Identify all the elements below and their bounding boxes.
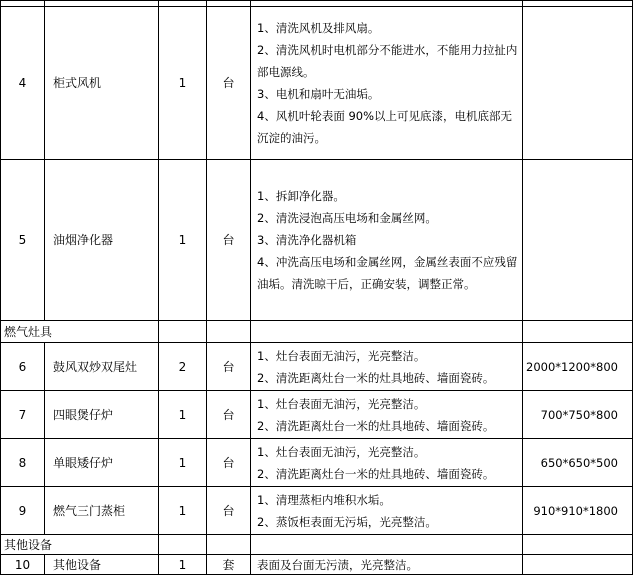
cleaning-requirements (251, 343, 523, 391)
row-number: 7 (1, 391, 45, 439)
requirement-line: 1、清理蒸柜内堆积水垢。 (257, 492, 391, 507)
requirement-line: 1、灶台表面无油污，光亮整洁。 (257, 444, 426, 459)
cleaning-requirements (251, 391, 523, 439)
requirement-line: 2、清洗距离灶台一米的灶具地砖、墙面瓷砖。 (257, 466, 495, 481)
quantity: 1 (159, 391, 207, 439)
row-number: 10 (1, 555, 45, 575)
equipment-name: 四眼煲仔炉 (45, 391, 159, 439)
specification: 700*750*800 (523, 391, 633, 439)
requirement-line: 4、风机叶轮表面 90%以上可见底漆，电机底部无沉淀的油污。 (257, 109, 513, 145)
quantity: 2 (159, 343, 207, 391)
quantity: 1 (159, 7, 207, 160)
requirement-line: 2、清洗风机时电机部分不能进水，不能用力拉扯内部电源线。 (257, 43, 518, 79)
requirement-line: 2、清洗距离灶台一米的灶具地砖、墙面瓷砖。 (257, 418, 495, 433)
equipment-name: 油烟净化器 (45, 160, 159, 321)
table-row (1, 487, 633, 535)
table-row (1, 343, 633, 391)
requirement-line: 4、冲洗高压电场和金属丝网，金属丝表面不应残留油垢。清洗晾干后，正确安装，调整正常。 (257, 255, 518, 291)
unit: 台 (207, 343, 251, 391)
specification (523, 555, 633, 575)
requirement-line: 2、清洗浸泡高压电场和金属丝网。 (257, 211, 437, 225)
row-number: 8 (1, 439, 45, 487)
cleaning-requirements (251, 439, 523, 487)
section-row-other (1, 535, 633, 555)
cleaning-requirements: 表面及台面无污渍，光亮整洁。 (251, 555, 523, 575)
section-row-gas (1, 321, 633, 343)
specification: 2000*1200*800 (523, 343, 633, 391)
section-title: 燃气灶具 (1, 321, 159, 343)
row-number: 5 (1, 160, 45, 321)
section-title: 其他设备 (1, 535, 159, 555)
equipment-name: 燃气三门蒸柜 (45, 487, 159, 535)
equipment-name: 单眼矮仔炉 (45, 439, 159, 487)
requirement-line: 3、电机和扇叶无油垢。 (257, 87, 380, 101)
equipment-name: 柜式风机 (45, 7, 159, 160)
table-row (1, 555, 633, 575)
unit: 台 (207, 391, 251, 439)
equipment-name: 其他设备 (45, 555, 159, 575)
quantity: 1 (159, 160, 207, 321)
specification: 910*910*1800 (523, 487, 633, 535)
requirement-line: 1、灶台表面无油污，光亮整洁。 (257, 396, 426, 411)
unit: 套 (207, 555, 251, 575)
cleaning-requirements (251, 7, 523, 160)
unit: 台 (207, 160, 251, 321)
requirement-line: 3、清洗净化器机箱 (257, 233, 357, 247)
unit: 台 (207, 7, 251, 160)
quantity: 1 (159, 555, 207, 575)
table-row (1, 7, 633, 160)
cleaning-requirements (251, 487, 523, 535)
requirement-line: 1、拆卸净化器。 (257, 189, 345, 203)
table-row (1, 439, 633, 487)
requirement-line: 1、清洗风机及排风扇。 (257, 21, 380, 35)
requirement-line: 2、蒸饭柜表面无污垢，光亮整洁。 (257, 514, 437, 529)
quantity: 1 (159, 439, 207, 487)
specification (523, 7, 633, 160)
unit: 台 (207, 487, 251, 535)
specification: 650*650*500 (523, 439, 633, 487)
requirement-line: 2、清洗距离灶台一米的灶具地砖、墙面瓷砖。 (257, 370, 495, 385)
equipment-name: 鼓风双炒双尾灶 (45, 343, 159, 391)
specification (523, 160, 633, 321)
row-number: 9 (1, 487, 45, 535)
cleaning-requirements (251, 160, 523, 321)
table-row (1, 391, 633, 439)
quantity: 1 (159, 487, 207, 535)
unit: 台 (207, 439, 251, 487)
row-number: 6 (1, 343, 45, 391)
row-number: 4 (1, 7, 45, 160)
table-row (1, 160, 633, 321)
requirement-line: 1、灶台表面无油污，光亮整洁。 (257, 348, 426, 363)
